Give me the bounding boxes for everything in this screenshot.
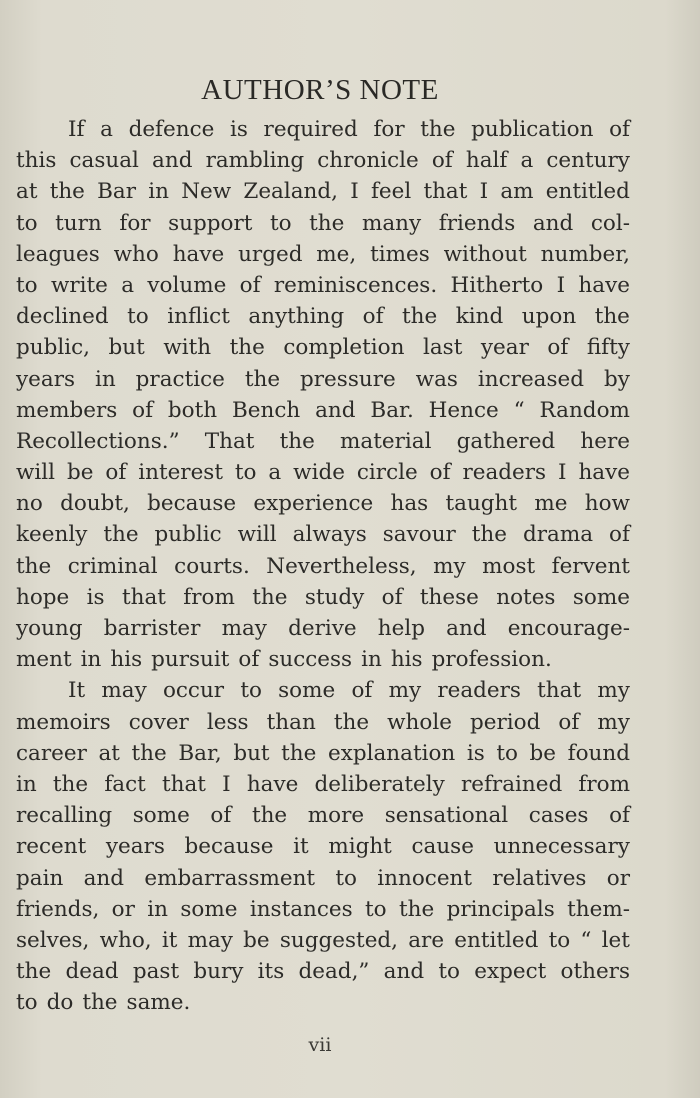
word: half	[465, 148, 508, 174]
word: cases	[528, 803, 589, 829]
word: dead,”	[298, 959, 370, 985]
word: help	[377, 616, 425, 641]
word: Zealand,	[243, 179, 338, 205]
word: That	[204, 428, 255, 454]
word: success	[268, 647, 353, 673]
word: to	[496, 740, 518, 766]
paragraph-2	[16, 675, 630, 1018]
word: of	[362, 304, 384, 330]
word: inflict	[167, 304, 230, 330]
word: savour	[382, 522, 456, 548]
word: or	[606, 865, 630, 891]
word: have	[172, 241, 225, 267]
word: but	[233, 740, 270, 766]
text-line	[16, 769, 630, 800]
word: may	[221, 616, 267, 641]
word: Bar,	[178, 740, 222, 766]
word: in	[80, 647, 102, 673]
word: required	[263, 117, 358, 142]
word: dead	[65, 959, 119, 985]
word: a	[100, 117, 113, 142]
text-line	[16, 582, 630, 613]
word: career	[16, 740, 87, 766]
word: my	[388, 678, 422, 704]
word: cover	[128, 709, 189, 735]
word: the	[252, 584, 288, 610]
word: principals	[446, 896, 555, 922]
text-line	[16, 707, 630, 738]
word: encourage-	[507, 616, 630, 641]
word: a	[520, 148, 534, 174]
word: in	[361, 647, 382, 673]
word: some	[180, 896, 238, 922]
word: the	[402, 304, 438, 330]
word: me	[534, 491, 568, 517]
word: in	[147, 896, 168, 922]
text-line	[16, 519, 630, 550]
word: of	[239, 272, 261, 298]
word: refrained	[460, 771, 563, 797]
word: here	[580, 428, 630, 454]
word: increased	[477, 366, 585, 392]
word: is	[466, 740, 485, 766]
word: readers	[437, 678, 521, 704]
word: to	[234, 460, 257, 486]
word: Hitherto	[450, 272, 544, 298]
word: be	[243, 927, 270, 953]
word: most	[482, 553, 536, 579]
text-line	[16, 395, 630, 426]
word: of	[609, 117, 630, 142]
word: suggested,	[279, 927, 399, 953]
word: will	[237, 522, 277, 548]
word: unnecessary	[493, 834, 630, 860]
word: rambling	[205, 148, 305, 174]
word: others	[560, 959, 630, 985]
word: of	[431, 148, 453, 174]
word: occur	[162, 678, 225, 704]
word: both	[167, 397, 218, 423]
word: chronicle	[317, 148, 419, 174]
word: completion	[283, 335, 405, 361]
word: and	[152, 148, 193, 174]
word: a	[121, 272, 135, 298]
text-line	[16, 551, 630, 582]
word: for	[119, 210, 151, 236]
word: courts.	[174, 553, 250, 579]
word: write	[50, 272, 108, 298]
word: leagues	[16, 241, 100, 267]
word: are	[408, 927, 445, 953]
word: turn	[55, 210, 102, 236]
text-line	[16, 239, 630, 270]
word: the	[251, 803, 288, 829]
word: to	[16, 210, 38, 236]
word: entitled	[545, 179, 630, 205]
word: the	[309, 210, 345, 236]
word: notes	[496, 584, 556, 610]
word: who,	[99, 927, 152, 953]
word: be	[66, 460, 94, 486]
word: pursuit	[151, 647, 230, 673]
word: how	[584, 491, 630, 517]
word: fifty	[586, 335, 630, 361]
word: from	[183, 584, 235, 610]
word: my	[597, 709, 630, 735]
word: circle	[356, 460, 418, 486]
word: New	[181, 179, 232, 205]
word: my	[597, 678, 630, 704]
word: may	[101, 678, 147, 704]
word: of	[558, 709, 580, 735]
text-line	[16, 987, 630, 1018]
word: anything	[248, 304, 345, 330]
word: it	[293, 834, 309, 860]
word: have	[246, 771, 299, 797]
word: profession.	[431, 647, 552, 673]
word: innocent	[377, 865, 473, 891]
word: of	[429, 460, 451, 486]
word: to	[240, 678, 262, 704]
word: for	[373, 117, 405, 142]
word: “	[513, 397, 525, 423]
word: his	[390, 647, 423, 673]
word: his	[110, 647, 143, 673]
word: was	[415, 366, 458, 392]
word: barrister	[103, 616, 201, 641]
word: of	[609, 803, 630, 829]
word: have	[578, 272, 630, 298]
word: recent	[16, 834, 87, 860]
word: the	[103, 522, 139, 548]
text-line	[16, 208, 630, 239]
word: keenly	[16, 522, 88, 548]
word: to	[438, 959, 460, 985]
word: of	[238, 647, 260, 673]
word: the	[471, 522, 508, 548]
word: is	[229, 117, 248, 142]
word: with	[163, 335, 212, 361]
text-line	[16, 738, 630, 769]
word: the	[16, 553, 52, 579]
word: at	[16, 179, 38, 205]
word: in	[148, 179, 169, 205]
text-line	[16, 332, 630, 363]
word: will	[16, 460, 56, 486]
word: the	[420, 117, 456, 142]
word: whole	[387, 709, 452, 735]
word: drama	[522, 522, 594, 548]
text-line	[16, 675, 630, 706]
word: I	[222, 771, 231, 797]
page-number: vii	[308, 1034, 332, 1056]
word: them-	[567, 896, 630, 922]
word: a	[268, 460, 282, 486]
word: the	[49, 179, 85, 205]
word: selves,	[16, 927, 90, 953]
word: friends	[438, 210, 516, 236]
word: taught	[445, 491, 518, 517]
word: from	[578, 771, 630, 797]
word: embarrassment	[144, 865, 316, 891]
word: to	[335, 865, 357, 891]
word: may	[187, 927, 233, 953]
word: less	[206, 709, 249, 735]
word: kind	[455, 304, 504, 330]
word: more	[307, 803, 365, 829]
word: bury	[193, 959, 244, 985]
word: Nevertheless,	[266, 553, 417, 579]
text-line	[16, 114, 630, 145]
word: feel	[370, 179, 412, 205]
text-line	[16, 426, 630, 457]
word: fervent	[551, 553, 630, 579]
text-line	[16, 301, 630, 332]
word: the	[279, 428, 315, 454]
word: that	[121, 584, 166, 610]
word: or	[111, 896, 135, 922]
word: let	[601, 927, 630, 953]
word: many	[361, 210, 422, 236]
word: “	[580, 927, 592, 953]
word: be	[529, 740, 557, 766]
word: some	[572, 584, 630, 610]
word: and	[315, 397, 356, 423]
word: found	[567, 740, 630, 766]
word: the	[281, 740, 317, 766]
text-line	[16, 863, 630, 894]
word: If	[68, 117, 85, 142]
word: doubt,	[60, 491, 130, 517]
text-line	[16, 270, 630, 301]
word: it	[161, 927, 178, 953]
word: declined	[16, 304, 109, 330]
word: Recollections.”	[16, 428, 180, 454]
word: friends,	[16, 896, 100, 922]
word: years	[16, 366, 75, 392]
word: hope	[16, 584, 70, 610]
text-line	[16, 644, 630, 675]
word: upon	[521, 304, 577, 330]
word: the	[131, 740, 167, 766]
word: its	[257, 959, 285, 985]
word: young	[16, 616, 83, 641]
word: I	[479, 179, 489, 205]
body-text	[16, 114, 630, 1018]
word: always	[292, 522, 367, 548]
word: pain	[16, 865, 64, 891]
word: entitled	[454, 927, 539, 953]
word: pressure	[300, 366, 396, 392]
word: in	[16, 771, 37, 797]
word: the	[333, 709, 370, 735]
word: of	[132, 397, 154, 423]
word: past	[132, 959, 180, 985]
word: without	[443, 241, 527, 267]
word: to	[16, 272, 38, 298]
word: Bar.	[370, 397, 414, 423]
word: It	[68, 678, 86, 704]
word: to	[365, 896, 387, 922]
word: these	[419, 584, 479, 610]
word: explanation	[327, 740, 456, 766]
word: me,	[316, 241, 357, 267]
word: that	[537, 678, 582, 704]
word: publication	[471, 117, 594, 142]
paragraph-1	[16, 114, 630, 675]
word: and	[446, 616, 487, 641]
word: in	[94, 366, 116, 392]
word: year	[480, 335, 529, 361]
word: am	[500, 179, 534, 205]
word: volume	[147, 272, 227, 298]
text-line	[16, 145, 630, 176]
word: last	[422, 335, 463, 361]
word: material	[340, 428, 432, 454]
word: relatives	[492, 865, 587, 891]
word: readers	[462, 460, 547, 486]
word: than	[266, 709, 316, 735]
word: deliberately	[314, 771, 445, 797]
word: Random	[539, 397, 630, 423]
word: the	[244, 366, 281, 392]
text-line	[16, 488, 630, 519]
word: might	[328, 834, 392, 860]
word: I	[558, 460, 567, 486]
word: my	[433, 553, 466, 579]
word: who	[113, 241, 159, 267]
word: wide	[293, 460, 345, 486]
word: memoirs	[16, 709, 111, 735]
word: no	[16, 491, 43, 517]
word: of	[381, 584, 403, 610]
word: public,	[16, 335, 91, 361]
word: number,	[540, 241, 630, 267]
text-line	[16, 894, 630, 925]
word: cause	[411, 834, 474, 860]
word: I	[556, 272, 566, 298]
word: criminal	[67, 553, 158, 579]
word: col-	[590, 210, 630, 236]
word: members	[16, 397, 118, 423]
word: interest	[138, 460, 223, 486]
word: and	[83, 865, 125, 891]
word: expect	[474, 959, 547, 985]
word: that	[423, 179, 468, 205]
text-line	[16, 457, 630, 488]
word: public	[154, 522, 222, 548]
word: derive	[288, 616, 357, 641]
word: the	[16, 959, 52, 985]
word: to	[16, 990, 38, 1016]
word: practice	[135, 366, 225, 392]
word: of	[547, 335, 569, 361]
word: and	[532, 210, 574, 236]
word: same.	[126, 990, 191, 1016]
word: instances	[249, 896, 353, 922]
word: at	[98, 740, 120, 766]
word: the	[82, 990, 118, 1016]
word: defence	[128, 117, 215, 142]
page-title: AUTHOR’S NOTE	[201, 74, 439, 106]
text-line	[16, 831, 630, 862]
word: period	[470, 709, 541, 735]
word: the	[229, 335, 265, 361]
text-line	[16, 613, 630, 644]
word: casual	[69, 148, 139, 174]
word: to	[270, 210, 292, 236]
word: years	[105, 834, 165, 860]
word: that	[161, 771, 206, 797]
word: of	[351, 678, 373, 704]
word: do	[46, 990, 74, 1016]
word: has	[390, 491, 429, 517]
word: by	[603, 366, 630, 392]
word: gathered	[456, 428, 556, 454]
word: the	[52, 771, 89, 797]
word: have	[578, 460, 630, 486]
word: ment	[16, 647, 72, 673]
word: sensational	[384, 803, 509, 829]
word: the	[399, 896, 435, 922]
word: Hence	[428, 397, 499, 423]
word: support	[168, 210, 253, 236]
word: because	[184, 834, 274, 860]
word: to	[127, 304, 149, 330]
text-line	[16, 176, 630, 207]
word: reminiscences.	[273, 272, 438, 298]
word: this	[16, 148, 57, 174]
word: century	[546, 148, 630, 174]
word: recalling	[16, 803, 113, 829]
word: to	[548, 927, 571, 953]
word: times	[370, 241, 430, 267]
word: because	[147, 491, 237, 517]
word: some	[278, 678, 336, 704]
word: I	[350, 179, 359, 205]
word: urged	[238, 241, 303, 267]
word: study	[304, 584, 365, 610]
word: some	[132, 803, 190, 829]
text-line	[16, 364, 630, 395]
word: fact	[104, 771, 146, 797]
text-line	[16, 956, 630, 987]
word: the	[594, 304, 630, 330]
word: Bench	[231, 397, 301, 423]
text-line	[16, 925, 630, 956]
word: is	[86, 584, 105, 610]
word: and	[383, 959, 425, 985]
word: experience	[253, 491, 374, 517]
word: of	[210, 803, 232, 829]
word: Bar	[97, 179, 137, 205]
word: but	[108, 335, 145, 361]
text-line	[16, 800, 630, 831]
word: of	[609, 522, 630, 548]
word: of	[105, 460, 127, 486]
